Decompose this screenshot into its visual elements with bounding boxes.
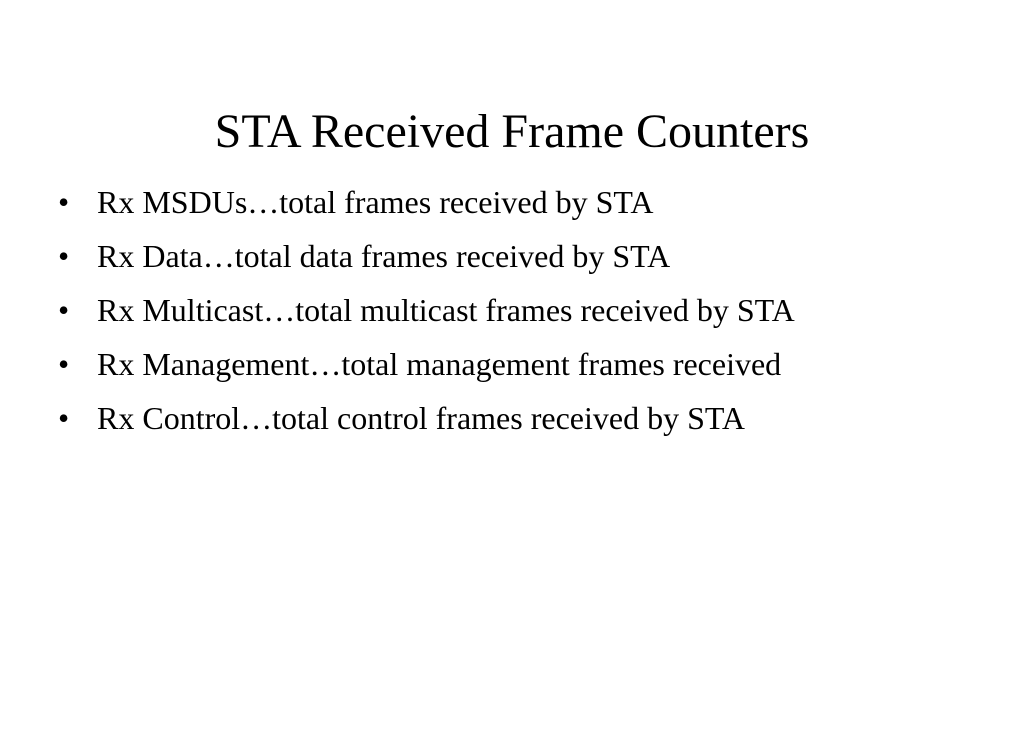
bullet-marker: • [58, 238, 70, 274]
bullet-item-rx-multicast [58, 292, 795, 346]
bullet-text: Rx Management…total management frames received [97, 346, 782, 382]
bullet-marker: • [58, 292, 70, 328]
bullet-list [58, 184, 795, 454]
bullet-text: Rx MSDUs…total frames received by STA [97, 184, 654, 220]
bullet-marker: • [58, 346, 70, 382]
bullet-text: Rx Data…total data frames received by STA [97, 238, 671, 274]
bullet-marker: • [58, 400, 70, 436]
bullet-item-rx-management [58, 346, 795, 400]
bullet-item-rx-data [58, 238, 795, 292]
bullet-item-rx-control [58, 400, 795, 454]
bullet-text: Rx Multicast…total multicast frames received by STA [97, 292, 795, 328]
bullet-text: Rx Control…total control frames received by STA [97, 400, 745, 436]
bullet-item-rx-msdus [58, 184, 795, 238]
slide-title: STA Received Frame Counters [214, 105, 810, 158]
bullet-marker: • [58, 184, 70, 220]
